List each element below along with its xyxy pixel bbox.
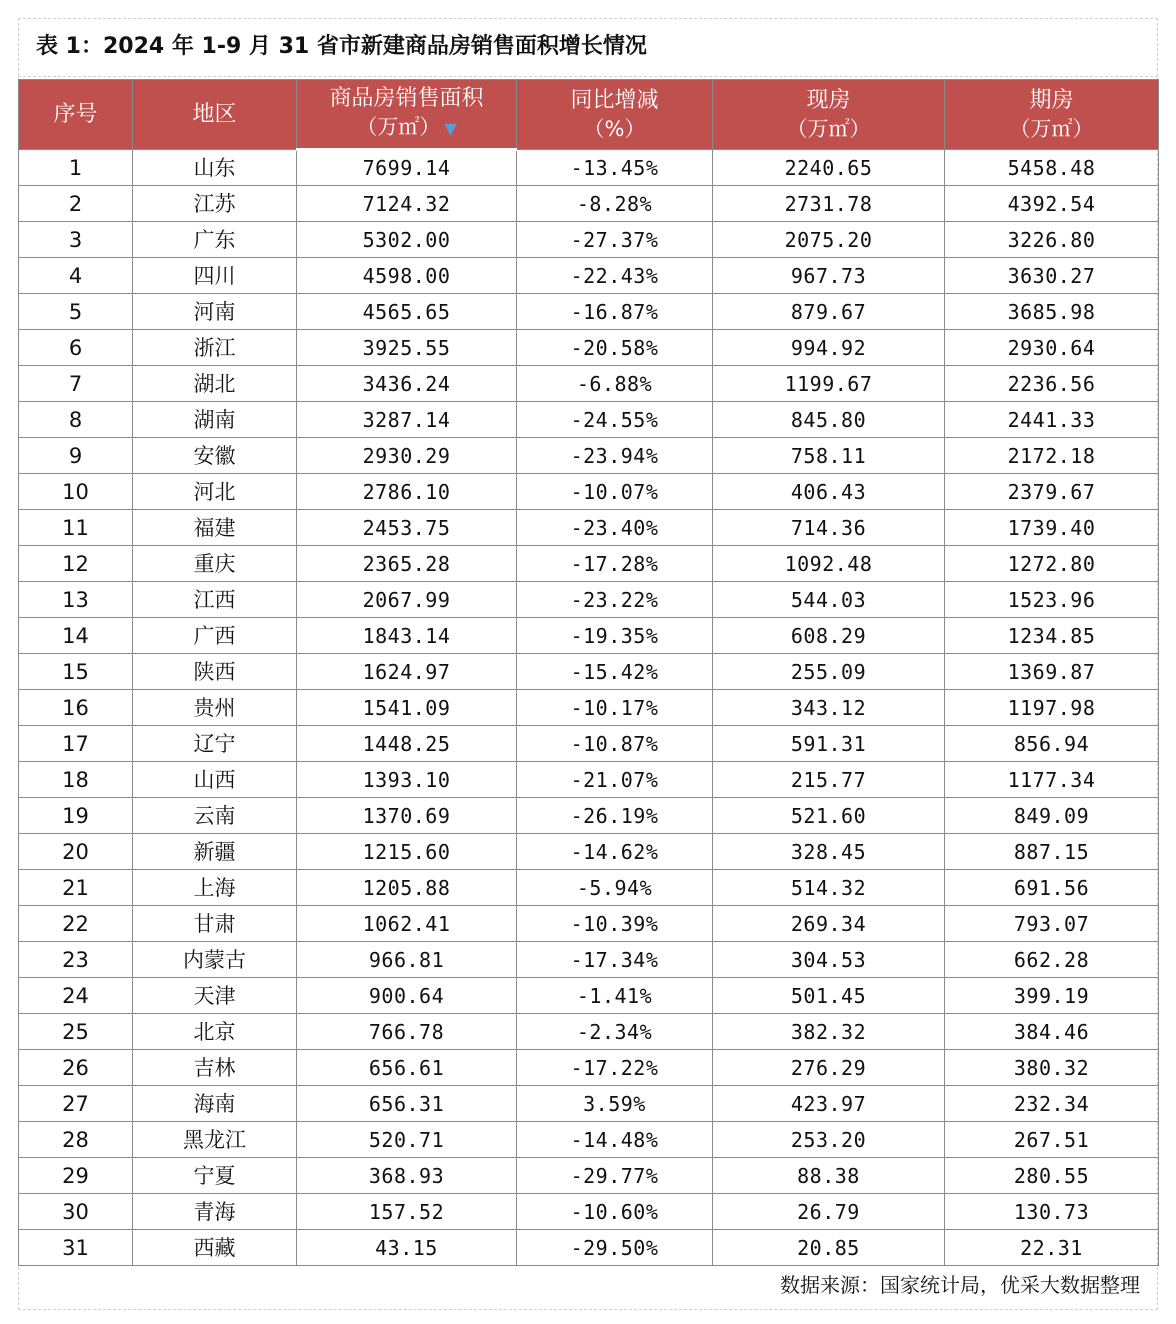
- cell-spot: 2075.20: [713, 222, 945, 258]
- cell-region: 青海: [133, 1194, 297, 1230]
- cell-sales-area: 1541.09: [297, 690, 517, 726]
- cell-yoy: -19.35%: [517, 618, 713, 654]
- cell-future: 267.51: [945, 1122, 1159, 1158]
- cell-sales-area: 5302.00: [297, 222, 517, 258]
- cell-region: 四川: [133, 258, 297, 294]
- cell-index: 15: [19, 654, 133, 690]
- cell-future: 1234.85: [945, 618, 1159, 654]
- cell-spot: 406.43: [713, 474, 945, 510]
- cell-future: 662.28: [945, 942, 1159, 978]
- cell-region: 河北: [133, 474, 297, 510]
- cell-future: 3630.27: [945, 258, 1159, 294]
- header-index-label: 序号: [53, 101, 98, 127]
- table-row: [19, 1194, 1159, 1230]
- cell-index: 20: [19, 834, 133, 870]
- header-region[interactable]: [133, 80, 297, 150]
- cell-yoy: -24.55%: [517, 402, 713, 438]
- cell-region: 湖南: [133, 402, 297, 438]
- cell-region: 宁夏: [133, 1158, 297, 1194]
- cell-region: 吉林: [133, 1050, 297, 1086]
- cell-yoy: -8.28%: [517, 186, 713, 222]
- data-source-note: 数据来源：国家统计局，优采大数据整理: [780, 1273, 1140, 1297]
- table-row: [19, 1122, 1159, 1158]
- cell-region: 云南: [133, 798, 297, 834]
- table-row: [19, 1230, 1159, 1266]
- cell-yoy: -10.39%: [517, 906, 713, 942]
- cell-future: 3226.80: [945, 222, 1159, 258]
- cell-yoy: -29.77%: [517, 1158, 713, 1194]
- cell-spot: 521.60: [713, 798, 945, 834]
- cell-spot: 879.67: [713, 294, 945, 330]
- cell-future: 887.15: [945, 834, 1159, 870]
- cell-sales-area: 4565.65: [297, 294, 517, 330]
- cell-yoy: -2.34%: [517, 1014, 713, 1050]
- cell-index: 28: [19, 1122, 133, 1158]
- cell-index: 22: [19, 906, 133, 942]
- sort-descending-icon[interactable]: ▼: [444, 119, 457, 138]
- cell-yoy: -29.50%: [517, 1230, 713, 1266]
- cell-future: 856.94: [945, 726, 1159, 762]
- cell-future: 849.09: [945, 798, 1159, 834]
- table-row: [19, 402, 1159, 438]
- cell-yoy: -10.07%: [517, 474, 713, 510]
- cell-index: 26: [19, 1050, 133, 1086]
- cell-spot: 608.29: [713, 618, 945, 654]
- table-header-row: [19, 80, 1159, 150]
- cell-region: 内蒙古: [133, 942, 297, 978]
- cell-future: 2172.18: [945, 438, 1159, 474]
- header-future[interactable]: [945, 80, 1159, 150]
- cell-spot: 544.03: [713, 582, 945, 618]
- cell-sales-area: 4598.00: [297, 258, 517, 294]
- cell-future: 2441.33: [945, 402, 1159, 438]
- cell-sales-area: 2930.29: [297, 438, 517, 474]
- cell-region: 山西: [133, 762, 297, 798]
- cell-yoy: -10.60%: [517, 1194, 713, 1230]
- cell-spot: 88.38: [713, 1158, 945, 1194]
- cell-spot: 758.11: [713, 438, 945, 474]
- cell-yoy: -13.45%: [517, 150, 713, 186]
- cell-sales-area: 766.78: [297, 1014, 517, 1050]
- cell-sales-area: 1370.69: [297, 798, 517, 834]
- cell-index: 11: [19, 510, 133, 546]
- table-row: [19, 366, 1159, 402]
- cell-sales-area: 7124.32: [297, 186, 517, 222]
- cell-index: 19: [19, 798, 133, 834]
- cell-index: 3: [19, 222, 133, 258]
- cell-yoy: -20.58%: [517, 330, 713, 366]
- table-row: [19, 618, 1159, 654]
- header-spot[interactable]: [713, 80, 945, 150]
- header-yoy-label: 同比增减: [570, 87, 659, 113]
- cell-yoy: -23.22%: [517, 582, 713, 618]
- cell-spot: 328.45: [713, 834, 945, 870]
- cell-yoy: -27.37%: [517, 222, 713, 258]
- cell-future: 691.56: [945, 870, 1159, 906]
- table-row: [19, 1158, 1159, 1194]
- table-row: [19, 798, 1159, 834]
- cell-region: 海南: [133, 1086, 297, 1122]
- cell-future: 130.73: [945, 1194, 1159, 1230]
- cell-sales-area: 1205.88: [297, 870, 517, 906]
- table-row: [19, 870, 1159, 906]
- cell-future: 2930.64: [945, 330, 1159, 366]
- cell-yoy: -21.07%: [517, 762, 713, 798]
- cell-sales-area: 1448.25: [297, 726, 517, 762]
- cell-spot: 276.29: [713, 1050, 945, 1086]
- table-row: [19, 1014, 1159, 1050]
- cell-spot: 343.12: [713, 690, 945, 726]
- cell-yoy: -22.43%: [517, 258, 713, 294]
- cell-index: 14: [19, 618, 133, 654]
- cell-spot: 967.73: [713, 258, 945, 294]
- cell-region: 天津: [133, 978, 297, 1014]
- table-row: [19, 294, 1159, 330]
- cell-yoy: -5.94%: [517, 870, 713, 906]
- header-region-label: 地区: [192, 101, 237, 127]
- cell-index: 1: [19, 150, 133, 186]
- cell-index: 2: [19, 186, 133, 222]
- table-row: [19, 654, 1159, 690]
- cell-yoy: -15.42%: [517, 654, 713, 690]
- table-row: [19, 330, 1159, 366]
- header-sales-area-unit: （万㎡）: [356, 115, 441, 139]
- cell-sales-area: 43.15: [297, 1230, 517, 1266]
- cell-yoy: -26.19%: [517, 798, 713, 834]
- table-row: [19, 510, 1159, 546]
- cell-region: 河南: [133, 294, 297, 330]
- cell-spot: 845.80: [713, 402, 945, 438]
- table-row: [19, 978, 1159, 1014]
- cell-region: 浙江: [133, 330, 297, 366]
- header-spot-label: 现房: [806, 87, 851, 113]
- cell-index: 8: [19, 402, 133, 438]
- cell-yoy: 3.59%: [517, 1086, 713, 1122]
- cell-region: 北京: [133, 1014, 297, 1050]
- cell-index: 18: [19, 762, 133, 798]
- table-row: [19, 1050, 1159, 1086]
- cell-sales-area: 1843.14: [297, 618, 517, 654]
- cell-spot: 2240.65: [713, 150, 945, 186]
- cell-yoy: -16.87%: [517, 294, 713, 330]
- cell-yoy: -23.40%: [517, 510, 713, 546]
- table-row: [19, 906, 1159, 942]
- table-row: [19, 726, 1159, 762]
- cell-sales-area: 900.64: [297, 978, 517, 1014]
- cell-spot: 591.31: [713, 726, 945, 762]
- cell-future: 1177.34: [945, 762, 1159, 798]
- cell-spot: 269.34: [713, 906, 945, 942]
- cell-region: 重庆: [133, 546, 297, 582]
- header-index[interactable]: [19, 80, 133, 150]
- cell-yoy: -14.62%: [517, 834, 713, 870]
- cell-future: 2379.67: [945, 474, 1159, 510]
- cell-sales-area: 1393.10: [297, 762, 517, 798]
- header-sales-area-unit-wrap: [297, 113, 516, 143]
- cell-region: 湖北: [133, 366, 297, 402]
- title-divider: [18, 76, 1158, 77]
- header-spot-unit: （万㎡）: [786, 116, 871, 141]
- cell-index: 23: [19, 942, 133, 978]
- cell-future: 1272.80: [945, 546, 1159, 582]
- cell-spot: 26.79: [713, 1194, 945, 1230]
- cell-index: 7: [19, 366, 133, 402]
- cell-region: 山东: [133, 150, 297, 186]
- cell-future: 1197.98: [945, 690, 1159, 726]
- cell-sales-area: 3436.24: [297, 366, 517, 402]
- cell-index: 9: [19, 438, 133, 474]
- cell-spot: 501.45: [713, 978, 945, 1014]
- cell-index: 27: [19, 1086, 133, 1122]
- table-row: [19, 546, 1159, 582]
- cell-spot: 714.36: [713, 510, 945, 546]
- cell-yoy: -23.94%: [517, 438, 713, 474]
- cell-region: 甘肃: [133, 906, 297, 942]
- cell-yoy: -6.88%: [517, 366, 713, 402]
- cell-index: 30: [19, 1194, 133, 1230]
- table-row: [19, 474, 1159, 510]
- cell-region: 江苏: [133, 186, 297, 222]
- table-row: [19, 150, 1159, 186]
- cell-sales-area: 2067.99: [297, 582, 517, 618]
- table-title: 表 1：2024 年 1-9 月 31 省市新建商品房销售面积增长情况: [36, 34, 647, 59]
- table-body: [19, 150, 1159, 1266]
- table-row: [19, 258, 1159, 294]
- cell-yoy: -17.34%: [517, 942, 713, 978]
- cell-yoy: -17.22%: [517, 1050, 713, 1086]
- cell-yoy: -17.28%: [517, 546, 713, 582]
- cell-sales-area: 520.71: [297, 1122, 517, 1158]
- cell-index: 17: [19, 726, 133, 762]
- cell-spot: 382.32: [713, 1014, 945, 1050]
- cell-spot: 20.85: [713, 1230, 945, 1266]
- cell-future: 1523.96: [945, 582, 1159, 618]
- cell-spot: 215.77: [713, 762, 945, 798]
- cell-future: 380.32: [945, 1050, 1159, 1086]
- cell-sales-area: 2453.75: [297, 510, 517, 546]
- table-row: [19, 1086, 1159, 1122]
- cell-index: 6: [19, 330, 133, 366]
- cell-yoy: -1.41%: [517, 978, 713, 1014]
- cell-future: 793.07: [945, 906, 1159, 942]
- cell-spot: 1199.67: [713, 366, 945, 402]
- cell-sales-area: 3287.14: [297, 402, 517, 438]
- cell-index: 10: [19, 474, 133, 510]
- cell-sales-area: 3925.55: [297, 330, 517, 366]
- header-future-label: 期房: [1029, 87, 1074, 113]
- cell-index: 4: [19, 258, 133, 294]
- header-yoy[interactable]: [517, 80, 713, 150]
- header-sales-area[interactable]: [297, 80, 517, 150]
- cell-sales-area: 1062.41: [297, 906, 517, 942]
- header-yoy-unit: （%）: [583, 116, 646, 141]
- table-row: [19, 222, 1159, 258]
- cell-index: 31: [19, 1230, 133, 1266]
- table-row: [19, 438, 1159, 474]
- cell-sales-area: 656.31: [297, 1086, 517, 1122]
- cell-spot: 2731.78: [713, 186, 945, 222]
- cell-yoy: -14.48%: [517, 1122, 713, 1158]
- cell-future: 5458.48: [945, 150, 1159, 186]
- cell-index: 5: [19, 294, 133, 330]
- cell-future: 280.55: [945, 1158, 1159, 1194]
- table-row: [19, 186, 1159, 222]
- cell-yoy: -10.87%: [517, 726, 713, 762]
- table-row: [19, 582, 1159, 618]
- cell-future: 3685.98: [945, 294, 1159, 330]
- header-sales-area-label: 商品房销售面积: [329, 86, 484, 111]
- cell-index: 13: [19, 582, 133, 618]
- cell-spot: 1092.48: [713, 546, 945, 582]
- cell-sales-area: 368.93: [297, 1158, 517, 1194]
- cell-index: 16: [19, 690, 133, 726]
- cell-region: 辽宁: [133, 726, 297, 762]
- cell-index: 24: [19, 978, 133, 1014]
- cell-index: 12: [19, 546, 133, 582]
- cell-sales-area: 656.61: [297, 1050, 517, 1086]
- cell-sales-area: 7699.14: [297, 150, 517, 186]
- cell-region: 上海: [133, 870, 297, 906]
- cell-spot: 994.92: [713, 330, 945, 366]
- cell-sales-area: 966.81: [297, 942, 517, 978]
- cell-future: 232.34: [945, 1086, 1159, 1122]
- cell-yoy: -10.17%: [517, 690, 713, 726]
- cell-region: 新疆: [133, 834, 297, 870]
- cell-spot: 304.53: [713, 942, 945, 978]
- cell-region: 黑龙江: [133, 1122, 297, 1158]
- cell-spot: 514.32: [713, 870, 945, 906]
- cell-region: 陕西: [133, 654, 297, 690]
- header-future-unit: （万㎡）: [1009, 116, 1094, 141]
- cell-index: 25: [19, 1014, 133, 1050]
- cell-region: 福建: [133, 510, 297, 546]
- cell-future: 1369.87: [945, 654, 1159, 690]
- cell-future: 22.31: [945, 1230, 1159, 1266]
- table-row: [19, 834, 1159, 870]
- cell-region: 江西: [133, 582, 297, 618]
- sales-area-table: [18, 79, 1159, 1266]
- cell-future: 2236.56: [945, 366, 1159, 402]
- cell-sales-area: 2365.28: [297, 546, 517, 582]
- cell-future: 399.19: [945, 978, 1159, 1014]
- cell-future: 384.46: [945, 1014, 1159, 1050]
- table-row: [19, 762, 1159, 798]
- cell-region: 广西: [133, 618, 297, 654]
- table-row: [19, 690, 1159, 726]
- cell-region: 西藏: [133, 1230, 297, 1266]
- cell-sales-area: 1215.60: [297, 834, 517, 870]
- cell-region: 贵州: [133, 690, 297, 726]
- cell-index: 21: [19, 870, 133, 906]
- cell-sales-area: 157.52: [297, 1194, 517, 1230]
- cell-spot: 253.20: [713, 1122, 945, 1158]
- cell-index: 29: [19, 1158, 133, 1194]
- cell-region: 广东: [133, 222, 297, 258]
- cell-future: 1739.40: [945, 510, 1159, 546]
- cell-sales-area: 2786.10: [297, 474, 517, 510]
- cell-spot: 423.97: [713, 1086, 945, 1122]
- cell-sales-area: 1624.97: [297, 654, 517, 690]
- table-row: [19, 942, 1159, 978]
- cell-region: 安徽: [133, 438, 297, 474]
- cell-future: 4392.54: [945, 186, 1159, 222]
- cell-spot: 255.09: [713, 654, 945, 690]
